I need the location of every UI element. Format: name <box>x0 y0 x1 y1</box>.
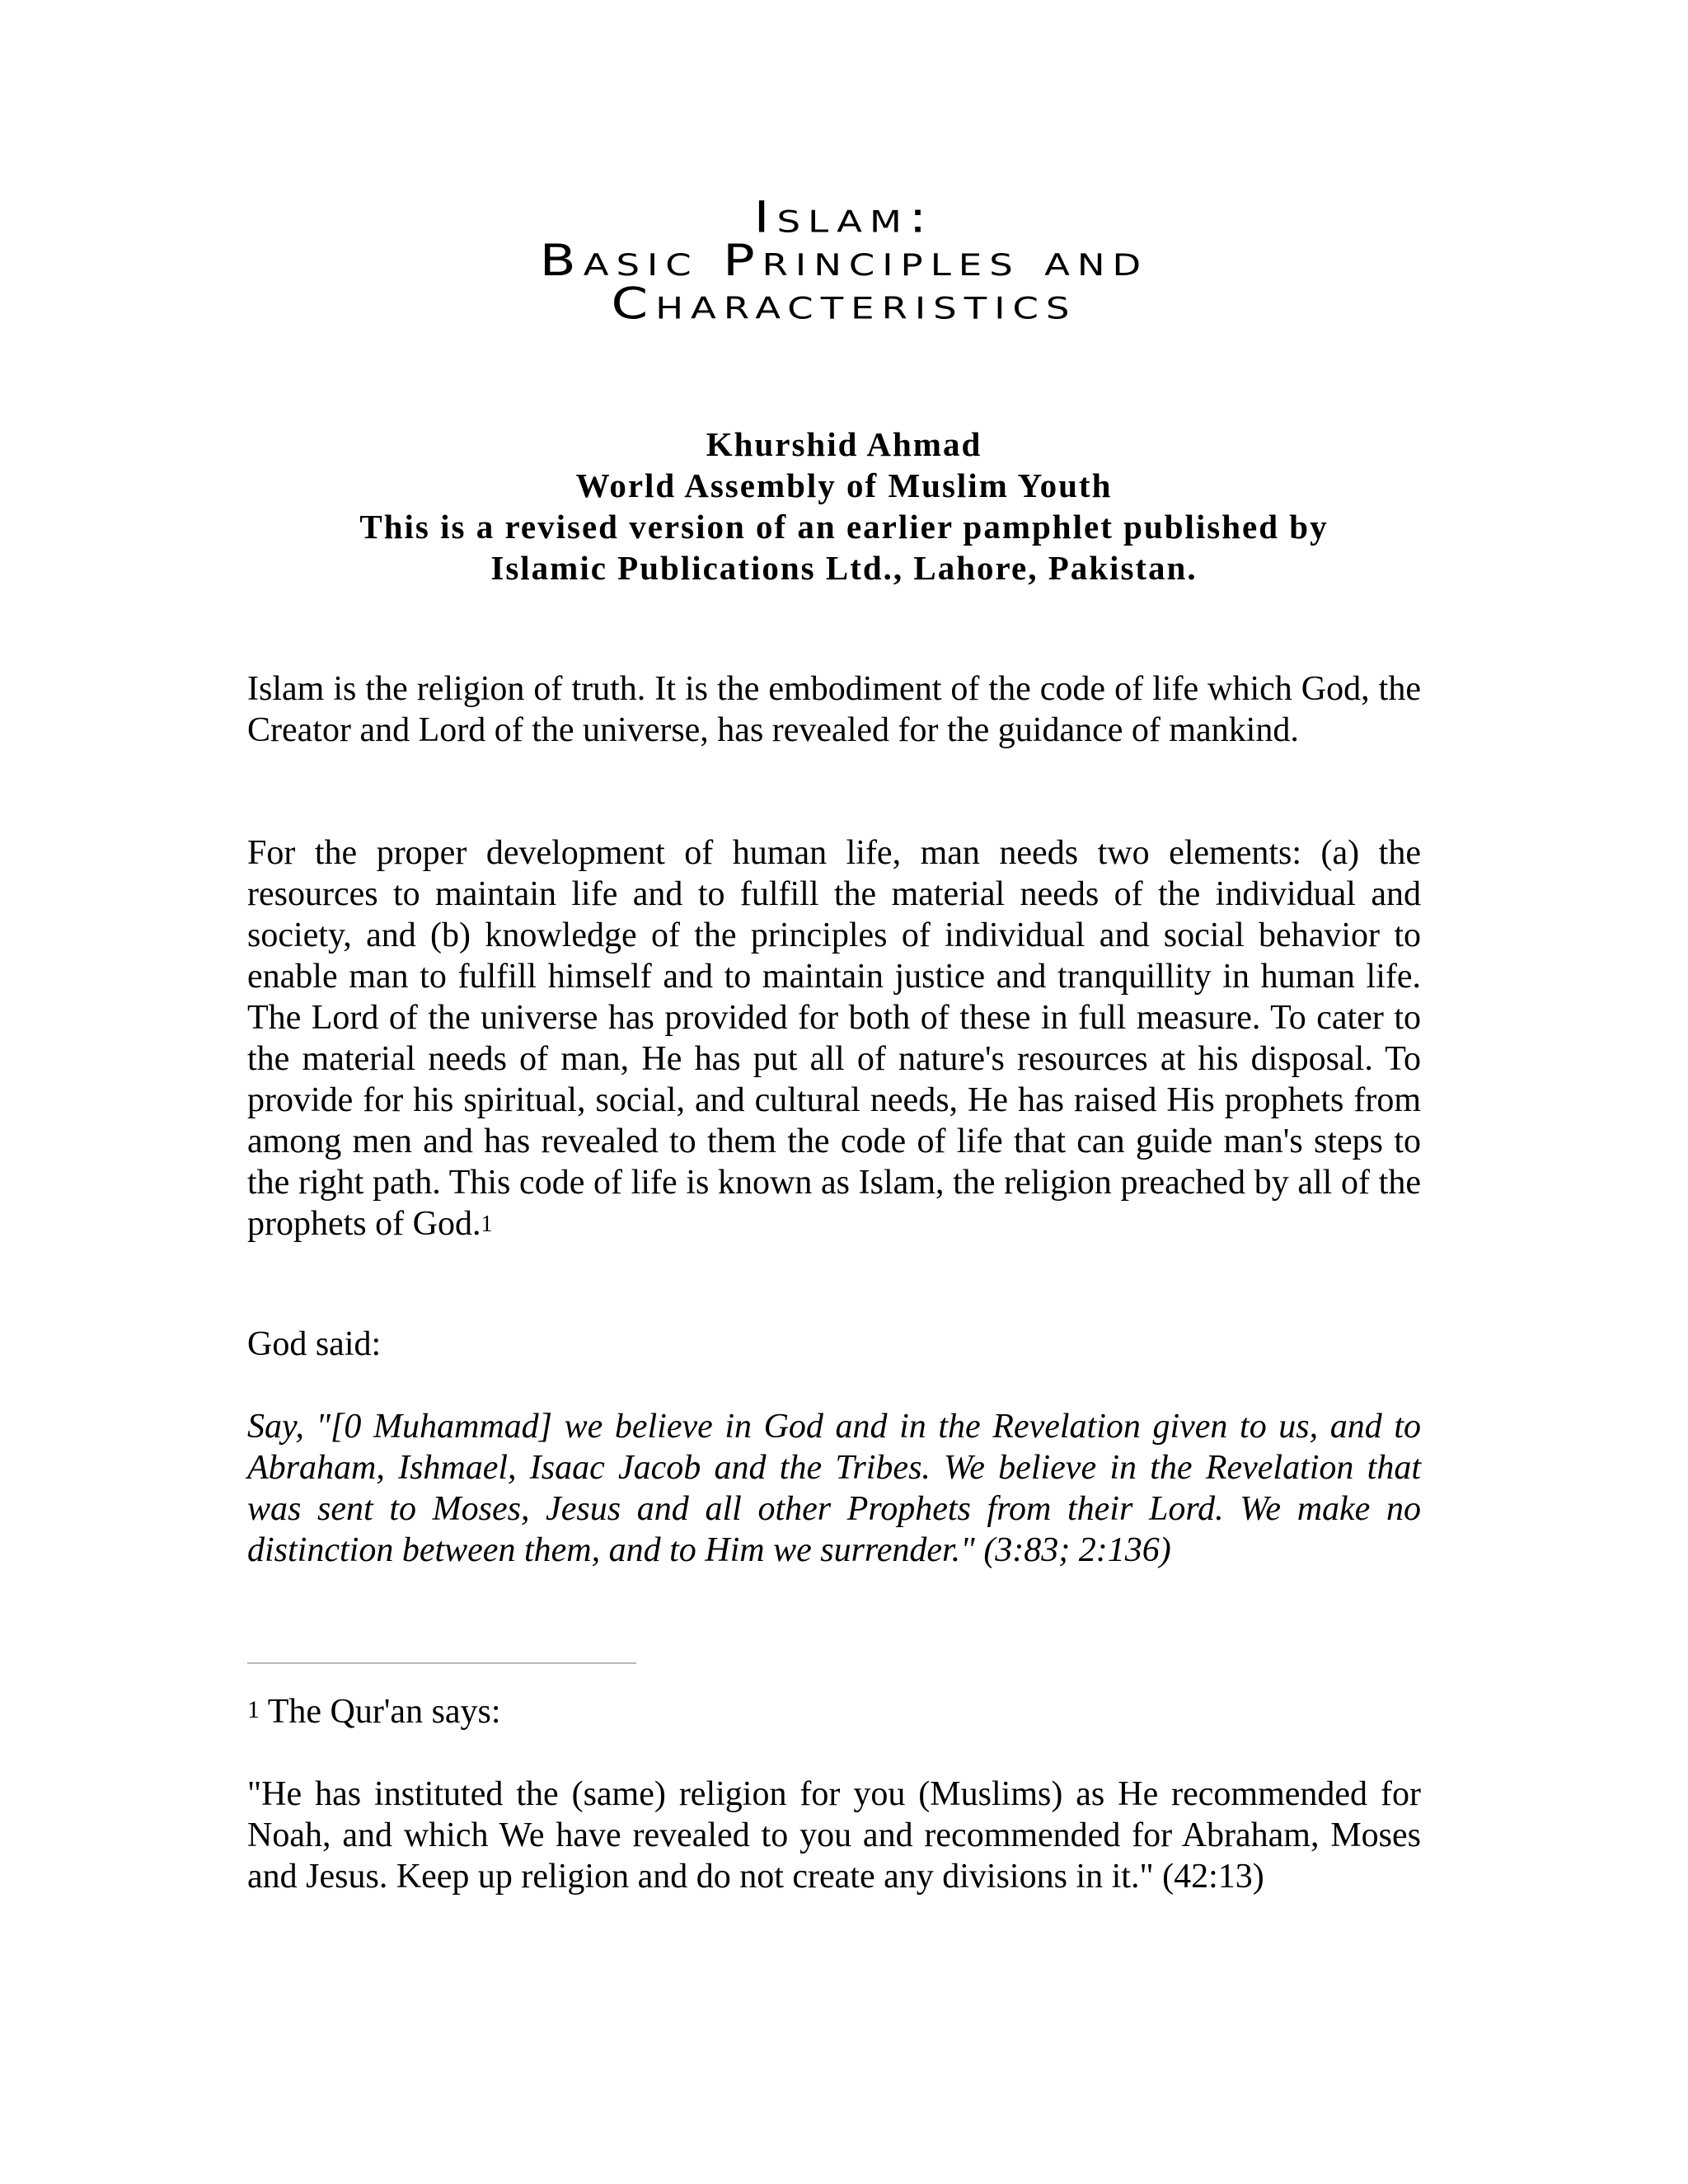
title-line-2: Basic Principles and <box>539 236 1149 287</box>
paragraph-2 <box>247 832 1421 1244</box>
quran-quote: Say, "[0 Muhammad] we believe in God and in the Revelation given to us, and to Abraham, Ishmael, Isaac Jacob and the Tribes. We believe in the Revelation that was sent to Moses, Jesus and all other Prophets from their Lord. We make no distinction between them, and to Him we surrender." (3:83; 2:136) <box>247 1408 1421 1569</box>
footnote-divider <box>247 1662 636 1664</box>
organization-name: World Assembly of Muslim Youth <box>575 466 1113 504</box>
footnote-reference[interactable]: 1 <box>481 1212 493 1237</box>
footnote-1-quote: "He has instituted the (same) religion for you (Muslims) as He recommended for Noah, and which We have revealed to you and recommended for Abraham, Moses and Jesus. Keep up religion and do not create any divisions in it." (42:13) <box>247 1775 1421 1896</box>
footnote-marker: 1 <box>247 1696 260 1723</box>
paragraph-2-text: For the proper development of human life, man needs two elements: (a) the resources to maintain life and to fulfill the material needs of the individual and society, and (b) knowledge of the principles of individual and social behavior to enable man to fulfill himself and to maintain justice and tranquillity in human life. The Lord of the universe has provided for both of these in full measure. To cater to the material needs of man, He has put all of nature's resources at his disposal. To provide for his spiritual, social, and cultural needs, He has raised His prophets from among men and has revealed to them the code of life that can guide man's steps to the right path. This code of life is known as Islam, the religion preached by all of the prophets of God. <box>247 834 1421 1243</box>
paragraph-1: Islam is the religion of truth. It is the embodiment of the code of life which God, the Creator and Lord of the universe, has revealed for the guidance of mankind. <box>247 670 1421 749</box>
paragraph-3: God said: <box>247 1325 382 1363</box>
author-name: Khurshid Ahmad <box>706 425 982 463</box>
publication-note-line-1: This is a revised version of an earlier pamphlet published by <box>359 508 1329 546</box>
footnote-1-intro <box>247 1691 1421 1736</box>
footnote-1-text: The Qur'an says: <box>267 1693 501 1731</box>
publication-note-line-2: Islamic Publications Ltd., Lahore, Pakistan. <box>490 549 1198 587</box>
title-line-3: Characteristics <box>611 279 1077 330</box>
title-line-1: Islam: <box>753 192 935 243</box>
byline <box>0 424 1688 588</box>
document-title <box>0 192 1688 330</box>
